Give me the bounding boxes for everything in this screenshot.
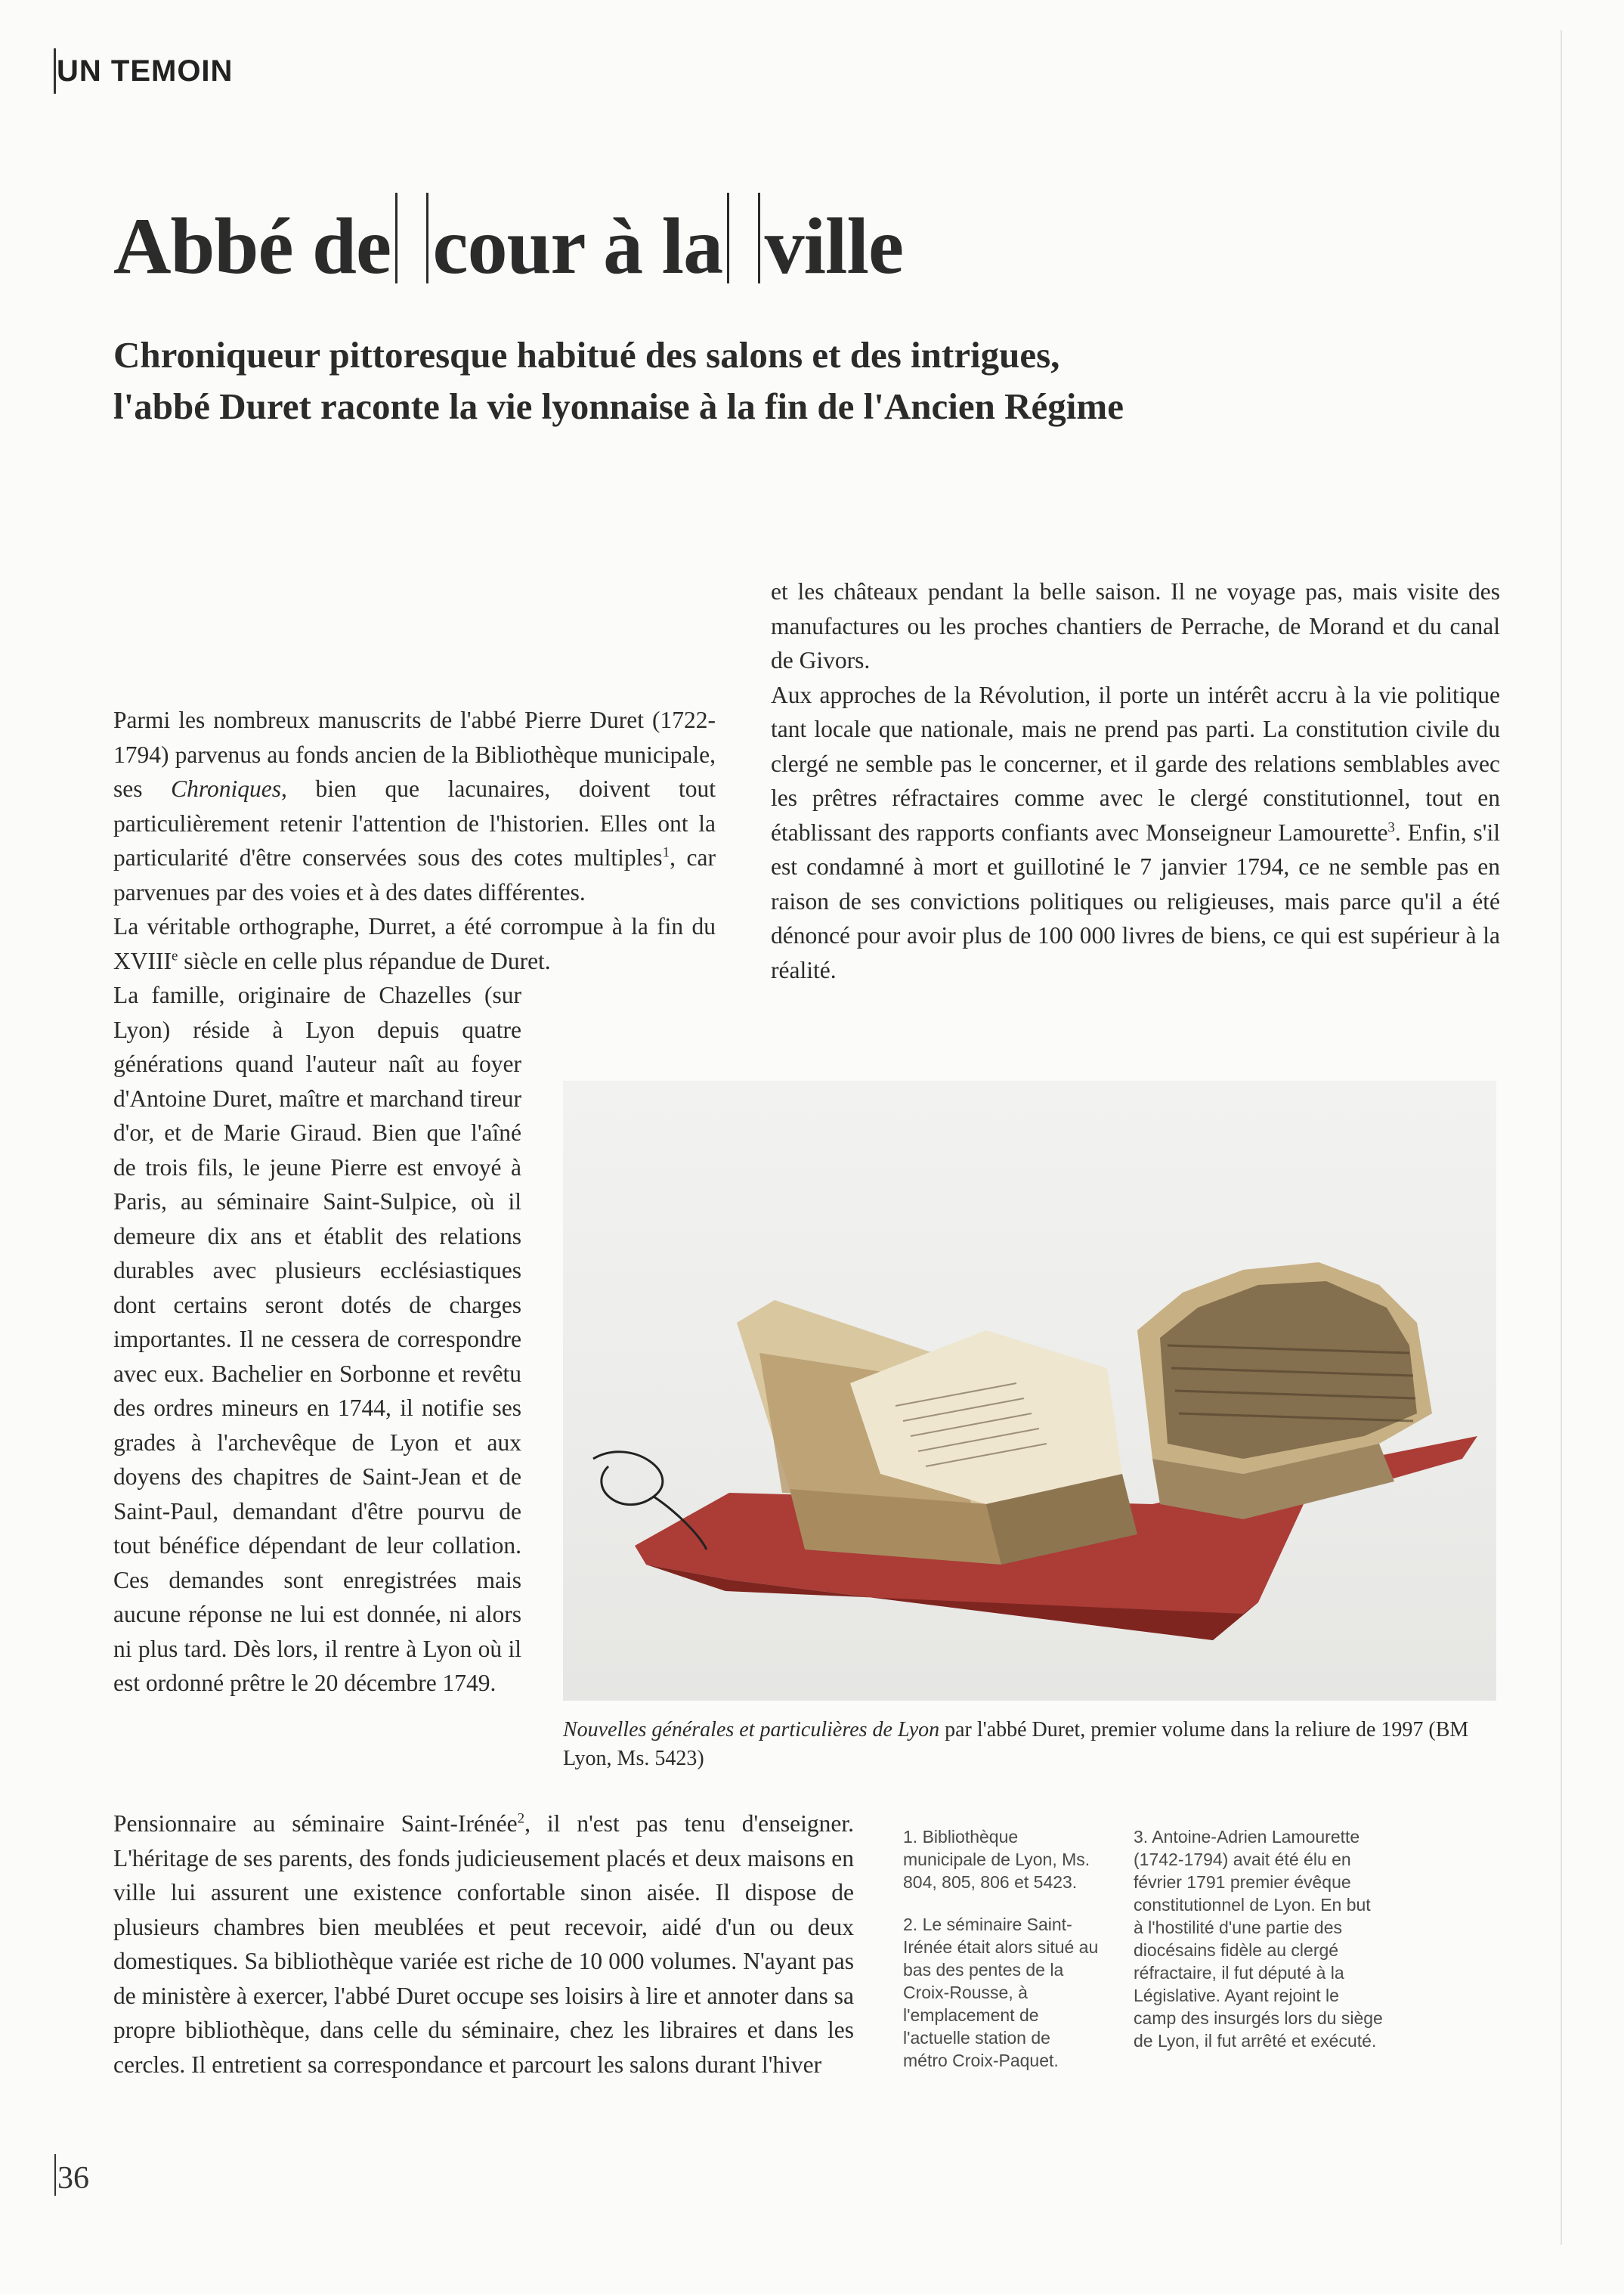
- footnotes-column-1: [903, 1825, 1100, 2091]
- section-label: UN TEMOIN: [57, 54, 233, 88]
- bottom-left-column: [113, 1806, 854, 2082]
- footnote-2: 2. Le séminaire Saint-Irénée était alors situé au bas des pentes de la Croix-Rousse, à l'emplacement de l'actuelle station de métro Croix-Paquet.: [903, 1915, 1099, 2070]
- section-bar: [54, 48, 56, 94]
- page-number: 36: [54, 2154, 89, 2196]
- footnotes-column-2: [1134, 1825, 1383, 2072]
- paragraph: La véritable orthographe, Durret, a été corrompue à la fin du XVIIIe siècle en celle plus répandue de Duret.: [113, 913, 716, 974]
- manuscript-photo: [563, 1081, 1496, 1701]
- manuscript-illustration: [563, 1081, 1496, 1701]
- paragraph: Aux approches de la Révolution, il porte un intérêt accru à la vie politique tant locale que nationale, mais ne prend pas parti. La constitution civile du clergé ne semble pas le concerner, et il garde des relations semblables avec les prêtres réfractaires comme avec le clergé constitutionnel, tout en établissant des rapports confiants avec Monseigneur Lamourette$^3$. Enfin, s'il est condamné à mort et guillotiné le 7 janvier 1794, ce ne semble pas en raison de ses convictions politiques ou religieuses, mais parce qu'il a été dénoncé pour avoir plus de 100 000 livres de biens, ce qui est supérieur à la réalité.: [771, 681, 1500, 983]
- article-subtitle: Chroniqueur pittoresque habitué des salons et des intrigues, l'abbé Duret raconte la vie lyonnaise à la fin de l'Ancien Régime: [113, 334, 1124, 427]
- paragraph: et les châteaux pendant la belle saison. Il ne voyage pas, mais visite des manufactures ou les proches chantiers de Perrache, de Morand et du canal de Givors.: [771, 578, 1500, 673]
- page-edge-rule: [1561, 30, 1562, 2245]
- right-column: [771, 574, 1500, 987]
- article-title: Abbé de cour à la ville: [113, 193, 903, 293]
- footnote-3: 3. Antoine-Adrien Lamourette (1742-1794) avait été élu en février 1791 premier évêque constitutionnel de Lyon. En but à l'hostilité d'une partie des diocésains fidèle au clergé réfractaire, il fut député à la Législative. Ayant rejoint le camp des insurgés lors du siège de Lyon, il fut arrêté et exécuté.: [1134, 1827, 1383, 2051]
- photo-caption: Nouvelles générales et particulières de Lyon par l'abbé Duret, premier volume dans la reliure de 1997 (BM Lyon, Ms. 5423): [563, 1718, 1469, 1770]
- paragraph: Pensionnaire au séminaire Saint-Irénée$^2$, il n'est pas tenu d'enseigner. L'héritage de ses parents, des fonds judicieusement placés et deux maisons en ville lui assurent une existence confortable sinon aisée. Il dispose de plusieurs chambres bien meublées et peut recevoir, aidé d'un ou deux domestiques. Sa bibliothèque variée est riche de 10 000 volumes. N'ayant pas de ministère à exercer, l'abbé Duret occupe ses loisirs à lire et annoter dans sa propre bibliothèque, dans celle du séminaire, chez les libraires et dans les cercles. Il entretient sa correspondance et parcourt les salons durant l'hiver: [113, 1810, 854, 2078]
- paragraph: La famille, originaire de Chazelles (sur Lyon) réside à Lyon depuis quatre générations quand l'auteur naît au foyer d'Antoine Duret, maître et marchand tireur d'or, et de Marie Giraud. Bien que l'aîné de trois fils, le jeune Pierre est envoyé à Paris, au séminaire Saint-Sulpice, où il demeure dix ans et établit des relations durables avec plusieurs ecclésiastiques dont certains seront dotés de charges importantes. Il ne cessera de correspondre avec eux. Bachelier en Sorbonne et revêtu des ordres mineurs en 1744, il notifie ses grades à l'archevêque de Lyon et aux doyens des chapitres de Saint-Jean et de Saint-Paul, demandant d'être pourvu de tout bénéfice dépendant de leur collation. Ces demandes sont enregistrées mais aucune réponse ne lui est donnée, ni alors ni plus tard. Dès lors, il rentre à Lyon où il est ordonné prêtre le 20 décembre 1749.: [113, 982, 521, 1696]
- paragraph: Parmi les nombreux manuscrits de l'abbé Pierre Duret (1722-1794) parvenus au fonds ancien de la Bibliothèque municipale, ses Chroniques, bien que lacunaires, doivent tout particulièrement retenir l'attention de l'historien. Elles ont la particularité d'être conservées sous des cotes multiples$^1$, car parvenues par des voies et à des dates différentes.: [113, 707, 716, 906]
- footnote-1: 1. Bibliothèque municipale de Lyon, Ms. 804, 805, 806 et 5423.: [903, 1827, 1090, 1892]
